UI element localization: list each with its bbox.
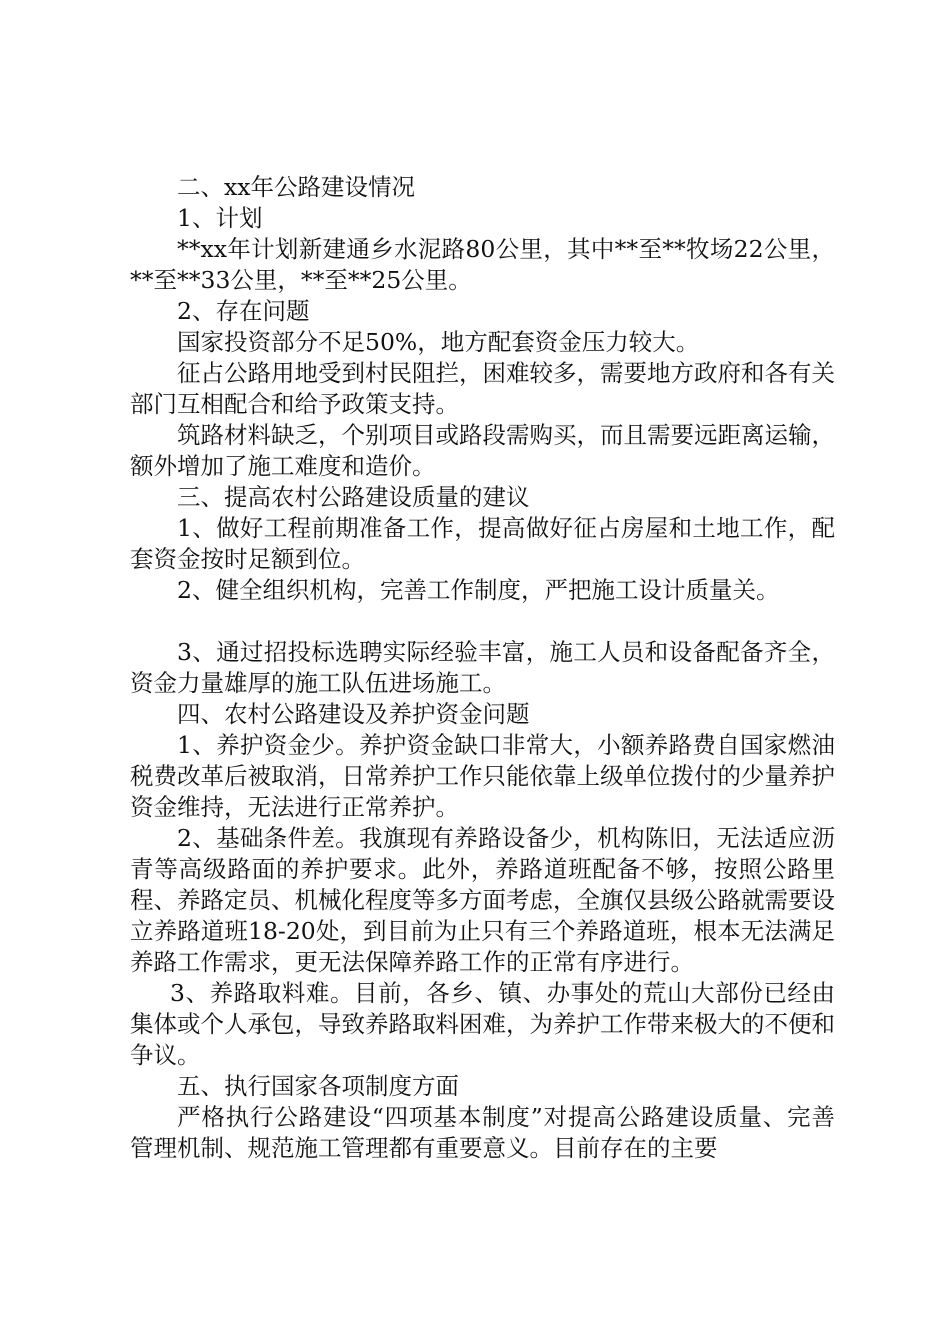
paragraph-materials: 筑路材料缺乏，个别项目或路段需购买，而且需要远距离运输，额外增加了施工难度和造价。 [130,421,835,480]
paragraph-land-use: 征占公路用地受到村民阻拦，困难较多，需要地方政府和各有关部门互相配合和给予政策支持。 [130,359,835,418]
document-body [130,172,835,1164]
subheading-problems: 2、存在问题 [177,297,310,325]
paragraph-regulations: 严格执行公路建设“四项基本制度”对提高公路建设质量、完善管理机制、规范施工管理都有重要意义。目前存在的主要 [130,1103,835,1162]
paragraph-funding-3: 3、养路取料难。目前，各乡、镇、办事处的荒山大部份已经由集体或个人承包，导致养路取料困难，为养护工作带来极大的不便和争议。 [130,979,835,1069]
section-heading-3: 三、提高农村公路建设质量的建议 [177,483,530,511]
paragraph-investment: 国家投资部分不足50%，地方配套资金压力较大。 [177,328,700,356]
paragraph-funding-1: 1、养护资金少。养护资金缺口非常大，小额养路费自国家燃油税费改革后被取消，日常养护工作只能依靠上级单位拨付的少量养护资金维持，无法进行正常养护。 [130,731,835,821]
section-heading-4: 四、农村公路建设及养护资金问题 [177,700,530,728]
section-heading-5: 五、执行国家各项制度方面 [177,1072,459,1100]
paragraph-funding-2: 2、基础条件差。我旗现有养路设备少，机构陈旧，无法适应沥青等高级路面的养护要求。此外，养路道班配备不够，按照公路里程、养路定员、机械化程度等多方面考虑，全旗仅县级公路就需要设立养路道班18-20处，到目前为止只有三个养路道班，根本无法满足养路工作需求，更无法保障养路工作的正常有序进行。 [130,824,835,976]
paragraph-plan: **xx年计划新建通乡水泥路80公里，其中**至**牧场22公里，**至**33公里，**至**25公里。 [130,235,835,294]
subheading-plan: 1、计划 [177,204,263,232]
paragraph-suggestion-2: 2、健全组织机构，完善工作制度，严把施工设计质量关。 [177,576,780,604]
section-heading-2: 二、xx年公路建设情况 [177,173,416,201]
paragraph-suggestion-1: 1、做好工程前期准备工作，提高做好征占房屋和土地工作，配套资金按时足额到位。 [130,514,835,573]
paragraph-suggestion-3: 3、通过招投标选聘实际经验丰富，施工人员和设备配备齐全，资金力量雄厚的施工队伍进场施工。 [130,638,835,697]
blank-line [130,606,835,637]
